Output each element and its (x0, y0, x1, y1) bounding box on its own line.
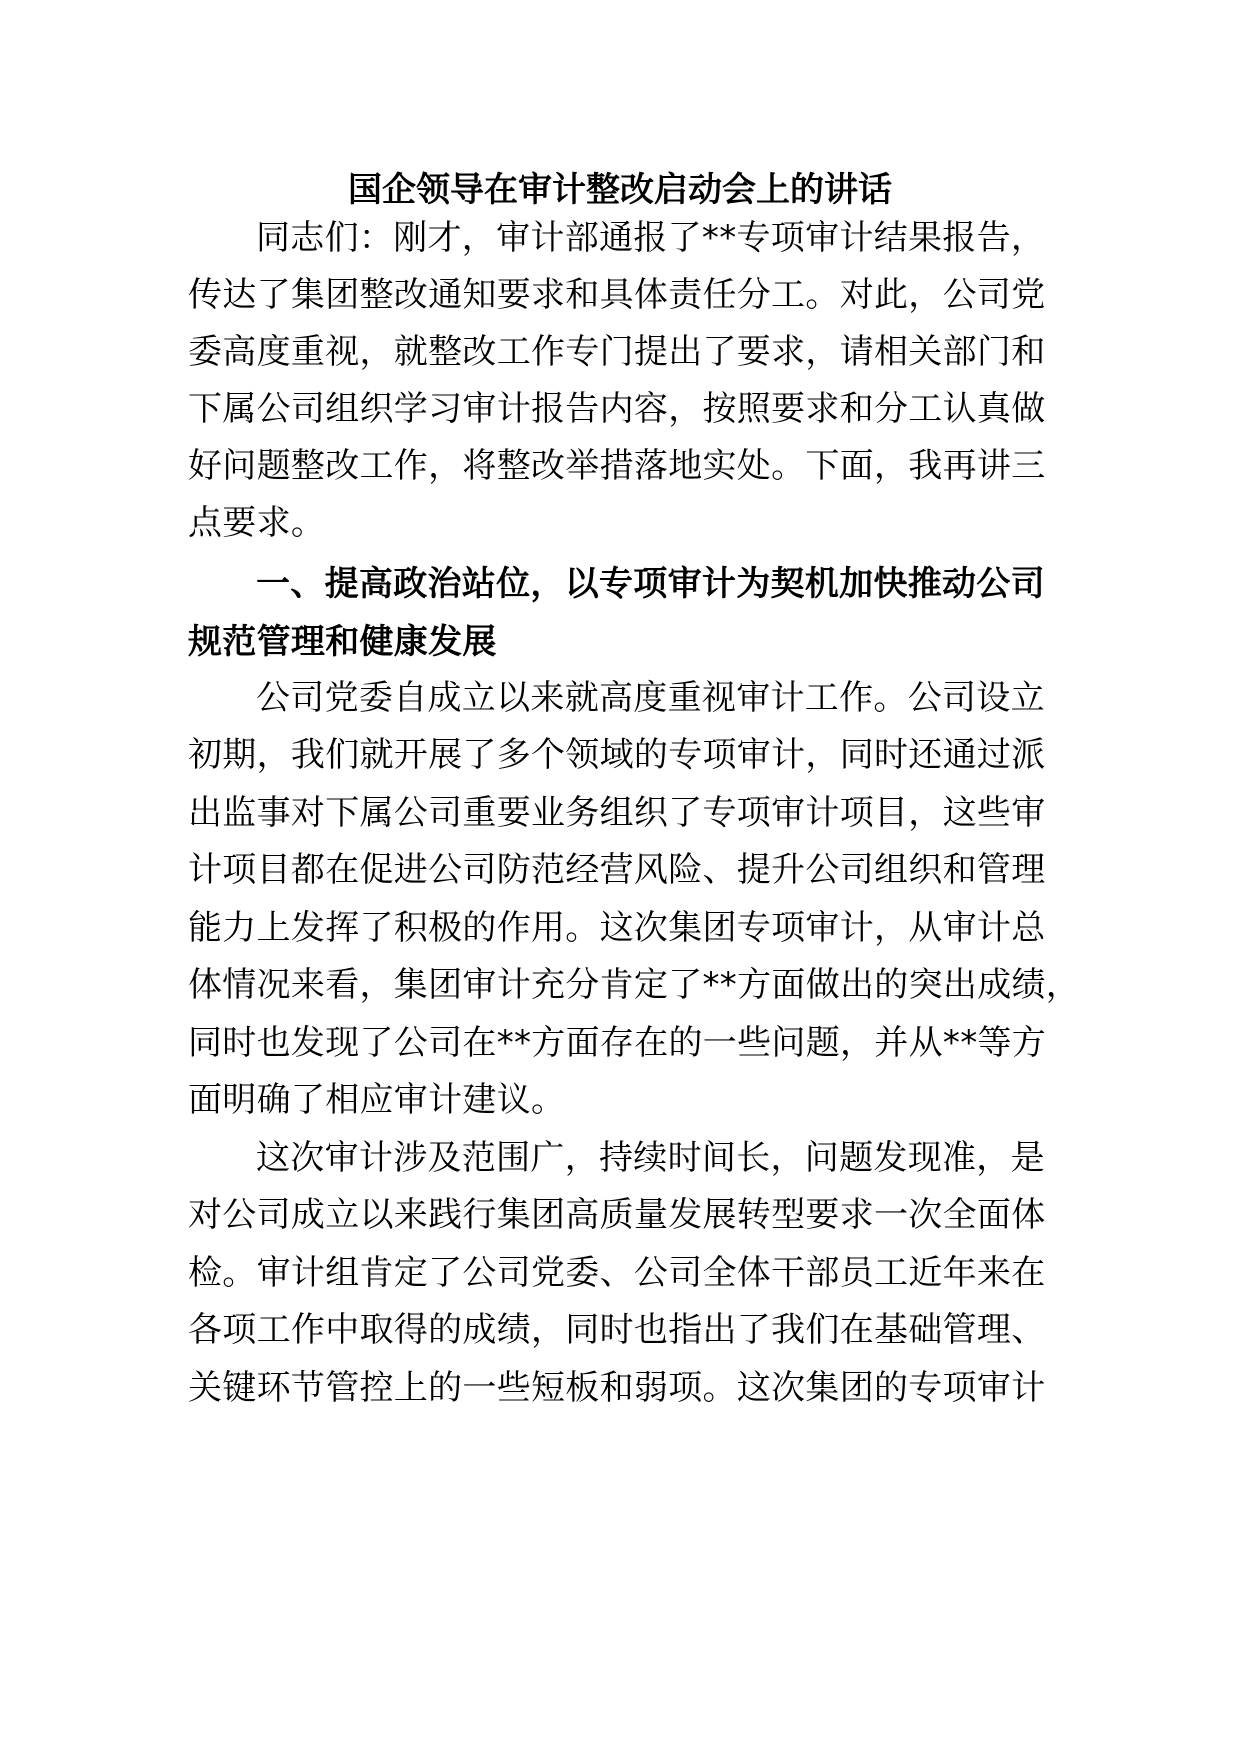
intro-line: 委高度重视，就整改工作专门提出了要求，请相关部门和 (188, 332, 1046, 372)
intro-line: 点要求。 (188, 503, 326, 543)
intro-line: 同志们：刚才，审计部通报了**专项审计结果报告， (256, 218, 1046, 258)
paragraph-line: 能力上发挥了积极的作用。这次集团专项审计，从审计总 (188, 908, 1046, 948)
paragraph-line: 这次审计涉及范围广，持续时间长，问题发现准，是 (256, 1138, 1045, 1178)
paragraph-line: 对公司成立以来践行集团高质量发展转型要求一次全面体 (188, 1195, 1046, 1235)
paragraph-line: 公司党委自成立以来就高度重视审计工作。公司设立 (256, 678, 1045, 718)
section-heading: 规范管理和健康发展 (188, 622, 497, 662)
paragraph-line: 同时也发现了公司在**方面存在的一些问题，并从**等方 (188, 1023, 1047, 1063)
paragraph-line: 初期，我们就开展了多个领域的专项审计，同时还通过派 (188, 735, 1046, 775)
paragraph-line: 计项目都在促进公司防范经营风险、提升公司组织和管理 (188, 850, 1046, 890)
document-title: 国企领导在审计整改启动会上的讲话 (348, 170, 892, 210)
paragraph-line: 关键环节管控上的一些短板和弱项。这次集团的专项审计 (188, 1368, 1046, 1408)
section-heading: 一、提高政治站位，以专项审计为契机加快推动公司 (256, 564, 1045, 604)
paragraph-line: 出监事对下属公司重要业务组织了专项审计项目，这些审 (188, 793, 1046, 833)
intro-line: 好问题整改工作，将整改举措落地实处。下面，我再讲三 (188, 446, 1046, 486)
paragraph-line: 面明确了相应审计建议。 (188, 1080, 566, 1120)
paragraph-line: 体情况来看，集团审计充分肯定了**方面做出的突出成绩， (188, 965, 1081, 1005)
intro-line: 下属公司组织学习审计报告内容，按照要求和分工认真做 (188, 389, 1046, 429)
intro-line: 传达了集团整改通知要求和具体责任分工。对此，公司党 (188, 275, 1046, 315)
paragraph-line: 各项工作中取得的成绩，同时也指出了我们在基础管理、 (188, 1310, 1046, 1350)
paragraph-line: 检。审计组肯定了公司党委、公司全体干部员工近年来在 (188, 1253, 1046, 1293)
